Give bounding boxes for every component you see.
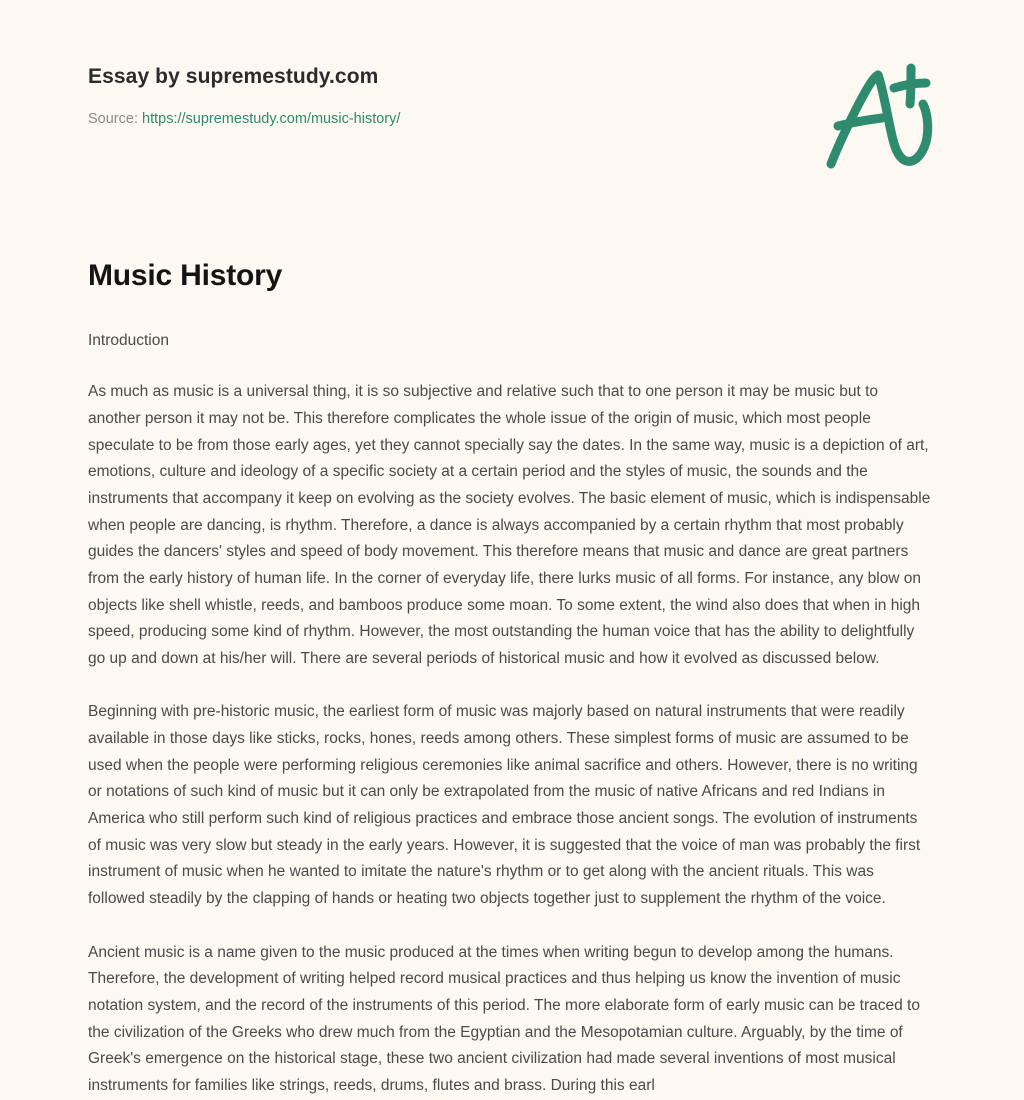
a-plus-logo-icon <box>818 60 946 178</box>
page-title: Music History <box>88 259 283 292</box>
section-label-introduction: Introduction <box>88 332 169 349</box>
article-body <box>0 258 1024 1100</box>
paragraph: Beginning with pre-historic music, the earliest form of music was majorly based on natural instruments that were readily available in those days like sticks, rocks, hones, reeds among others. These simplest forms of music are assumed to be used when the people were performing religious ceremonies like animal sacrifice and others. However, there is no writing or notations of such kind of music but it can only be extrapolated from the music of native Africans and red Indians in America who still perform such kind of religious practices and embrace those ancient songs. The evolution of instruments of music was very slow but steady in the early years. However, it is suggested that the voice of man was probably the first instrument of music when he wanted to imitate the nature's rhythm or to get along with the ancient rituals. This was followed steadily by the clapping of hands or heating two objects together just to supplement the rhythm of the voice. <box>88 703 921 908</box>
source-url-link[interactable]: https://supremestudy.com/music-history/ <box>142 111 401 128</box>
paragraph: As much as music is a universal thing, it is so subjective and relative such that to one person it may be music but to another person it may not be. This therefore complicates the whole issue of the origin of music, which most people speculate to be from those early ages, yet they cannot specially say the dates. In the same way, music is a depiction of art, emotions, culture and ideology of a specific society at a certain period and the styles of music, the sounds and the instruments that accompany it keep on evolving as the society evolves. The basic element of music, which is indispensable when people are dancing, is rhythm. Therefore, a dance is always accompanied by a certain rhythm that most probably guides the dancers' styles and speed of body movement. This therefore means that music and dance are great partners from the early history of human life. In the corner of everyday life, there lurks music of all forms. For instance, any blow on objects like shell whistle, reeds, and bamboos produce some moan. To some extent, the wind also does that when in high speed, producing some kind of rhythm. However, the most outstanding the human voice that has the ability to delightfully go up and down at his/her will. There are several periods of historical music and how it evolved as discussed below. <box>88 383 931 667</box>
byline: Essay by supremestudy.com <box>88 65 379 88</box>
page-header <box>0 0 1024 190</box>
source-label: Source: <box>88 111 138 128</box>
paragraph: Ancient music is a name given to the music produced at the times when writing begun to develop among the humans. Therefore, the development of writing helped record musical practices and thus helping us know the invention of music notation system, and the record of the instruments of this period. The more elaborate form of early music can be traced to the civilization of the Greeks who drew much from the Egyptian and the Mesopotamian culture. Arguably, by the time of Greek's emergence on the historical stage, these two ancient civilization had made several inventions of most musical instruments for families like strings, reeds, drums, flutes and brass. During this earl <box>88 943 920 1094</box>
source-line <box>88 110 936 129</box>
